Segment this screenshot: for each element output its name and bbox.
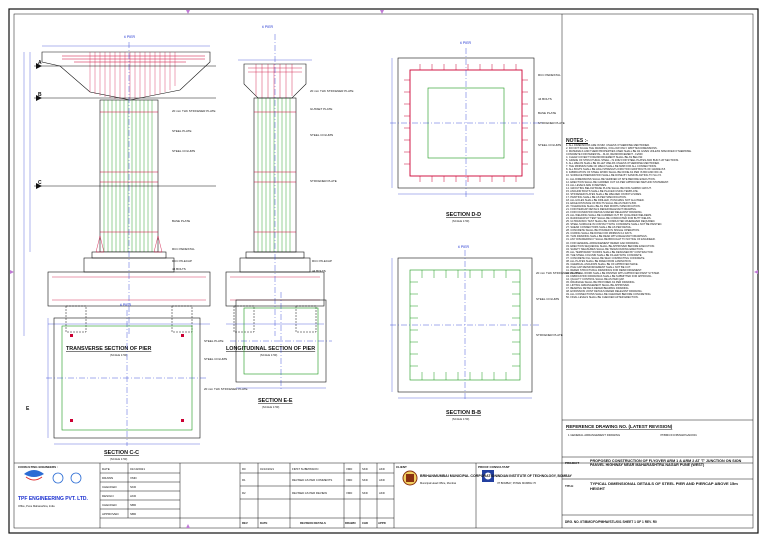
client-logo [403, 471, 417, 485]
svg-text:DRAWN: DRAWN [102, 476, 114, 480]
project-description: PROPOSED CONSTRUCTION OF FLYOVER ARM 1 & ARM 2 AT 'T' JUNCTION ON SION PANVEL HIGHWAY NEAR MAHARASHTRA NAGAR PUNE (WEST) [590, 459, 742, 468]
svg-text:SKD: SKD [362, 467, 368, 471]
note-item: 24. RADIOGRAPHY TEST SHALL BE CONDUCTED FOR BUTT WELDS. [566, 217, 652, 221]
transverse-section [24, 35, 216, 357]
consultant-address: Office, Pune Maharashtra, India [18, 505, 55, 508]
svg-text:(SCALE 1:50): (SCALE 1:50) [260, 353, 278, 357]
section-bb [390, 245, 580, 421]
svg-text:¢ PIER: ¢ PIER [460, 41, 472, 45]
note-item: 2. DO NOT SCALE THE DRAWING, FOLLOW ONLY WRITTEN DIMENSIONS. [566, 147, 658, 151]
svg-text:DATE: DATE [260, 521, 268, 525]
column-rebar-transverse [104, 100, 152, 252]
svg-text:(SCALE 1:50): (SCALE 1:50) [110, 353, 128, 357]
note-item: 11. ALL DIMENSIONS SHALL BE VERIFIED AT SITE BEFORE EXECUTION. [566, 177, 656, 181]
svg-text:¢ PIER: ¢ PIER [262, 25, 274, 29]
note-item: 34. SAFETY MEASURES SHALL BE TAKEN DURING ERECTION. [566, 247, 644, 251]
note-item: 19. EDGE DISTANCE OF BOLTS SHALL BE AS PER IS 800. [566, 201, 637, 205]
note-item: 28. CONCRETE SHALL BE POURED IN SINGLE OPERATION. [566, 229, 640, 233]
cert-logos [53, 473, 81, 483]
svg-text:REVISED AS PER REVIEW: REVISED AS PER REVIEW [292, 491, 327, 495]
svg-text:DRAWN: DRAWN [345, 521, 356, 525]
svg-text:AKD: AKD [130, 494, 137, 498]
note-item: 45. DRAINAGE SHALL BE PROVIDED AS PER DRAWING. [566, 281, 636, 285]
note-item: 36. THE STEEL COLUMN SHALL BE FILLED WITH CONCRETE. [566, 253, 643, 257]
notes-panel [566, 138, 752, 299]
note-item: 47. BEARING DETAILS REFER BEARING DRAWING. [566, 287, 630, 291]
svg-text:STEEL COLUMN: STEEL COLUMN [536, 297, 560, 301]
client-name: BRIHANMUMBAI MUNICIPAL CORPORATION [420, 474, 498, 478]
revision-table [242, 467, 386, 525]
svg-text:AKD: AKD [379, 478, 385, 482]
proof-label: PROOF CONSULTANT [478, 465, 510, 469]
svg-text:SKD: SKD [130, 485, 137, 489]
note-item: 6. ALL WELDS SHALL BE FILLET WELDS UNLESS OTHERWISE MENTIONED. [566, 162, 660, 166]
title-block [14, 420, 753, 528]
svg-text:STEEL PLATE: STEEL PLATE [172, 129, 192, 133]
section-cc [26, 303, 248, 461]
note-item: 3. MATERIALS AND THEIR PROPERTIES USED SHALL BE AS GIVEN UNLESS SPECIFIED OTHERWISE. [566, 150, 692, 154]
svg-text:VMD: VMD [346, 491, 353, 495]
title-section-dd: SECTION D-D [446, 212, 482, 218]
note-item: 40. PILE CAP REINFORCEMENT SHALL NOT BE CUT. [566, 265, 631, 269]
svg-text:APPROVED: APPROVED [102, 512, 119, 516]
note-item: 8. ALL BOLTS SHALL BE HIGH STRENGTH FRICTION GRIP BOLTS OF GRADE 8.8. [566, 168, 666, 172]
svg-text:(SCALE 1:50): (SCALE 1:50) [262, 405, 280, 409]
title-label: TITLE [565, 484, 574, 488]
note-item: 9. FABRICATION OF STEEL WORK SHALL BE DONE AS PER IS 800 AND IRC 24. [566, 171, 664, 175]
svg-text:REVISION DETAILS: REVISION DETAILS [300, 521, 326, 525]
note-item: 33. ERECTION SEQUENCE SHALL BE APPROVED BEFORE EXECUTION. [566, 244, 655, 248]
note-item: 17. PAINTING SHALL BE AS PER SPECIFICATION. [566, 195, 627, 199]
svg-text:(SCALE 1:50): (SCALE 1:50) [110, 457, 128, 461]
title-section-ee: SECTION E-E [258, 398, 293, 404]
title-section-bb: SECTION B-B [446, 410, 482, 416]
note-item: 10. SURFACE PREPARATION SHALL BE DONE BY SAND BLASTING TO SA 2.5. [566, 174, 662, 178]
svg-text:BASE PLATE: BASE PLATE [172, 219, 191, 223]
note-item: 25. ULTRASONIC TEST SHALL BE CONDUCTED WHEREVER REQUIRED. [566, 220, 656, 224]
note-item: 4. CLEAR COVER TO REINFORCEMENT SHALL BE AS BELOW. [566, 156, 643, 160]
note-item: 22. FOR FOUNDATION DETAILS REFER RELEVANT DRAWING. [566, 211, 643, 215]
note-item: 13. ALL LEVELS ARE IN METRES. [566, 183, 607, 187]
note-item: CONCRETE FOR PEDESTAL - M-40, REINFORCEMENT - Fe500 [566, 153, 643, 157]
svg-text:¢ PIER: ¢ PIER [120, 303, 132, 307]
note-item: 21. FOR PIERCAP DETAILS REFER RELEVANT DRAWING. [566, 207, 637, 211]
note-item: 5. GRADE OF STRUCTURAL STEEL - IS 2062 FOR STEEL PLATES AND BUILT-UP SECTIONS. [566, 159, 679, 163]
svg-text:STIFFENER PLATE: STIFFENER PLATE [536, 333, 563, 337]
svg-text:SBD: SBD [130, 512, 137, 516]
svg-text:STEEL COLUMN: STEEL COLUMN [310, 133, 334, 137]
note-item: 16. STIFFENER PLATES SHALL BE WELDED ON BOTH SIDES. [566, 192, 642, 196]
svg-text:REVISED AS PER COMMENTS: REVISED AS PER COMMENTS [292, 478, 333, 482]
note-item: 32. FOR GENERAL ARRANGEMENT REFER GAD DRAWING. [566, 241, 640, 245]
svg-text:44 BOLTS: 44 BOLTS [538, 97, 552, 101]
consultant-name: TPF ENGINEERING PVT. LTD. [18, 496, 88, 502]
svg-text:20 mm THK STIFFENER PLATE: 20 mm THK STIFFENER PLATE [536, 271, 580, 275]
svg-text:VMD: VMD [346, 478, 353, 482]
svg-text:44 BOLTS: 44 BOLTS [172, 267, 186, 271]
svg-text:R2: R2 [242, 491, 246, 495]
proof-address: IIT BOMBAY, POWAI MUMBAI 76 [497, 482, 536, 485]
note-item: 27. SHEAR CONNECTORS SHALL BE AS PER DETAIL. [566, 226, 632, 230]
svg-text:DATE: DATE [102, 467, 110, 471]
note-item: 1. ALL DIMENSIONS ARE IN MM. UNLESS OTHERWISE MENTIONED. [566, 144, 650, 147]
svg-text:VMD: VMD [130, 476, 137, 480]
svg-text:RCC PILECAP: RCC PILECAP [312, 259, 333, 263]
svg-text:R1: R1 [242, 478, 246, 482]
section-mark-c: C [38, 180, 42, 186]
svg-text:¢ PIER: ¢ PIER [458, 245, 470, 249]
sign-rows [102, 467, 145, 516]
svg-text:RCC PILECAP: RCC PILECAP [172, 259, 193, 263]
note-item: 18. ALL HOLES SHALL BE DRILLED, PUNCHING NOT ALLOWED. [566, 198, 645, 202]
note-item: 39. CHEMICAL ANCHORS SHALL BE OF APPROVED MAKE. [566, 262, 639, 266]
section-mark-b: B [38, 92, 42, 98]
note-item: 44. QUALITY CONTROL SHALL BE AS PER QAP. [566, 278, 625, 282]
reference-item: 1 GENERAL ARRANGEMENT DRAWING [568, 433, 621, 437]
reference-title: REFERENCE DRAWING NO. (LATEST REVISION) [566, 424, 673, 429]
note-item: 26. STEEL SURFACE IN CONTACT WITH CONCRETE SHALL NOT BE PAINTED. [566, 223, 663, 227]
consultant-logo [24, 470, 44, 480]
client-address: Municipal Head Office, Mumbai [420, 482, 456, 485]
svg-text:R0: R0 [242, 467, 246, 471]
svg-text:SKD: SKD [362, 478, 368, 482]
note-item: 48. EXPANSION JOINT DETAILS REFER RELEVANT DRAWING. [566, 290, 643, 294]
svg-text:STEEL COLUMN: STEEL COLUMN [172, 149, 196, 153]
svg-text:BASE PLATE: BASE PLATE [538, 111, 557, 115]
svg-text:20 mm THK STIFFENER PLATE: 20 mm THK STIFFENER PLATE [172, 109, 216, 113]
svg-text:FIRST SUBMISSION: FIRST SUBMISSION [292, 467, 319, 471]
title-longitudinal-section: LONGITUDINAL SECTION OF PIER [226, 346, 316, 352]
note-item: 38. ALL PLATES SHALL BE FREE FROM LAMINATION. [566, 259, 632, 263]
svg-text:STEEL PLATE: STEEL PLATE [204, 339, 224, 343]
svg-text:STIFFENER PLATE: STIFFENER PLATE [310, 179, 337, 183]
note-item: 14. GROUTING BELOW BASE PLATE SHALL BE NON-SHRINK GROUT. [566, 186, 652, 190]
note-item: 37. CONCRETE FILL SHALL BE SELF COMPACTING CONCRETE. [566, 256, 646, 260]
note-item: 42. ALL STEEL WORK SHALL BE PAINTED WITH APPROVED PAINT SYSTEM. [566, 271, 660, 275]
note-item: 49. ALL CONNECTIONS SHALL BE CHECKED BEFORE CONCRETING. [566, 293, 652, 297]
svg-text:44 BOLTS: 44 BOLTS [312, 269, 326, 273]
note-item: 20. TOLERANCE SHALL BE AS PER MORTH SPECIFICATION. [566, 204, 641, 208]
svg-text:01/10/2021: 01/10/2021 [260, 467, 274, 471]
project-label: PROJECT [565, 461, 580, 465]
consultant-label: CONSULTING ENGINEERS : [18, 465, 58, 469]
drawing-title: TYPICAL DIMENSIONAL DETAILS OF STEEL PIER AND PIERCAP ABOVE 15m HEIGHT [590, 481, 738, 491]
svg-text:STIFFENER PLATE: STIFFENER PLATE [538, 121, 565, 125]
note-item: 43. FABRICATION DRAWINGS SHALL BE SUBMITTED FOR APPROVAL. [566, 275, 653, 279]
svg-text:GUSSET PLATE: GUSSET PLATE [310, 107, 333, 111]
client-label: CLIENT [396, 465, 407, 469]
svg-text:20 mm THK STIFFENER PLATE: 20 mm THK STIFFENER PLATE [310, 89, 354, 93]
note-item: 12. ERECTION SHALL BE CARRIED OUT AS PER APPROVED METHOD STATEMENT. [566, 180, 669, 184]
svg-text:AKD: AKD [379, 467, 385, 471]
svg-text:STEEL COLUMN: STEEL COLUMN [204, 357, 228, 361]
svg-text:SBD: SBD [130, 503, 137, 507]
svg-text:(SCALE 1:50): (SCALE 1:50) [452, 219, 470, 223]
note-item: 7. THE MINIMUM SIZE OF WELD SHALL BE 6MM FOR ALL CONNECTIONS. [566, 165, 657, 169]
svg-text:STEEL COLUMN: STEEL COLUMN [538, 143, 562, 147]
note-item: 46. LIFTING ARRANGEMENT SHALL BE APPROVED. [566, 284, 630, 288]
reference-number: IIT/BMC/FO/PMHW/GAD/001 [660, 433, 697, 437]
svg-text:SKD: SKD [362, 491, 368, 495]
note-item: 31. ANY DISCREPANCY SHALL BE BROUGHT TO NOTICE OF ENGINEER. [566, 238, 656, 242]
note-item: 35. ALL TEMPORARY WORKS SHALL BE DESIGNED BY CONTRACTOR. [566, 250, 654, 254]
section-mark-a: A [38, 60, 42, 66]
note-item: 29. CURING SHALL BE DONE FOR MINIMUM 14 DAYS. [566, 232, 633, 236]
svg-text:RCC PEDESTAL: RCC PEDESTAL [172, 247, 195, 251]
svg-text:VMD: VMD [346, 467, 353, 471]
note-item: 30. THIS DRAWING SHALL BE READ WITH RELEVANT DRAWINGS. [566, 235, 648, 239]
label-pier-cl-transverse: ¢ PIER [124, 35, 136, 39]
svg-text:CHECKED: CHECKED [102, 503, 117, 507]
title-section-cc: SECTION C-C [104, 450, 140, 456]
svg-text:CHD: CHD [362, 521, 369, 525]
note-item: 50. FINAL LEVELS SHALL BE CHECKED AFTER ERECTION. [566, 296, 639, 300]
svg-text:20 mm THK STIFFENER PLATE: 20 mm THK STIFFENER PLATE [204, 387, 248, 391]
section-arrow-heads [36, 63, 42, 189]
svg-text:REV: REV [242, 521, 248, 525]
svg-text:(SCALE 1:50): (SCALE 1:50) [452, 417, 470, 421]
svg-text:RCC PEDESTAL: RCC PEDESTAL [538, 73, 561, 77]
svg-text:AKD: AKD [379, 491, 385, 495]
longitudinal-section [226, 25, 354, 357]
svg-text:CHECKED: CHECKED [102, 485, 117, 489]
svg-text:DESIGN: DESIGN [102, 494, 114, 498]
svg-text:01/10/2021: 01/10/2021 [130, 467, 146, 471]
note-item: 23. ALL WELDING SHALL BE CARRIED OUT BY QUALIFIED WELDERS. [566, 214, 652, 218]
section-mark-e: E [26, 406, 30, 412]
section-dd [390, 41, 565, 223]
proof-name: INDIAN INSTITUTE OF TECHNOLOGY, BOMBAY [497, 474, 572, 478]
note-item: 15. ANCHOR BOLTS SHALL BE PLACED USING TEMPLATE. [566, 189, 639, 193]
note-item: 41. REFER STRUCTURAL DRAWINGS FOR REINFORCEMENT. [566, 268, 643, 272]
svg-text:APPD: APPD [378, 521, 386, 525]
drawing-number: DRG. NO. IIT/BMC/FO/PMHW/STL/001 SHEET 1 OF 1 REV. R0 [565, 520, 657, 524]
notes-title: NOTES :- [566, 138, 588, 144]
title-transverse-section: TRANSVERSE SECTION OF PIER [66, 346, 152, 352]
